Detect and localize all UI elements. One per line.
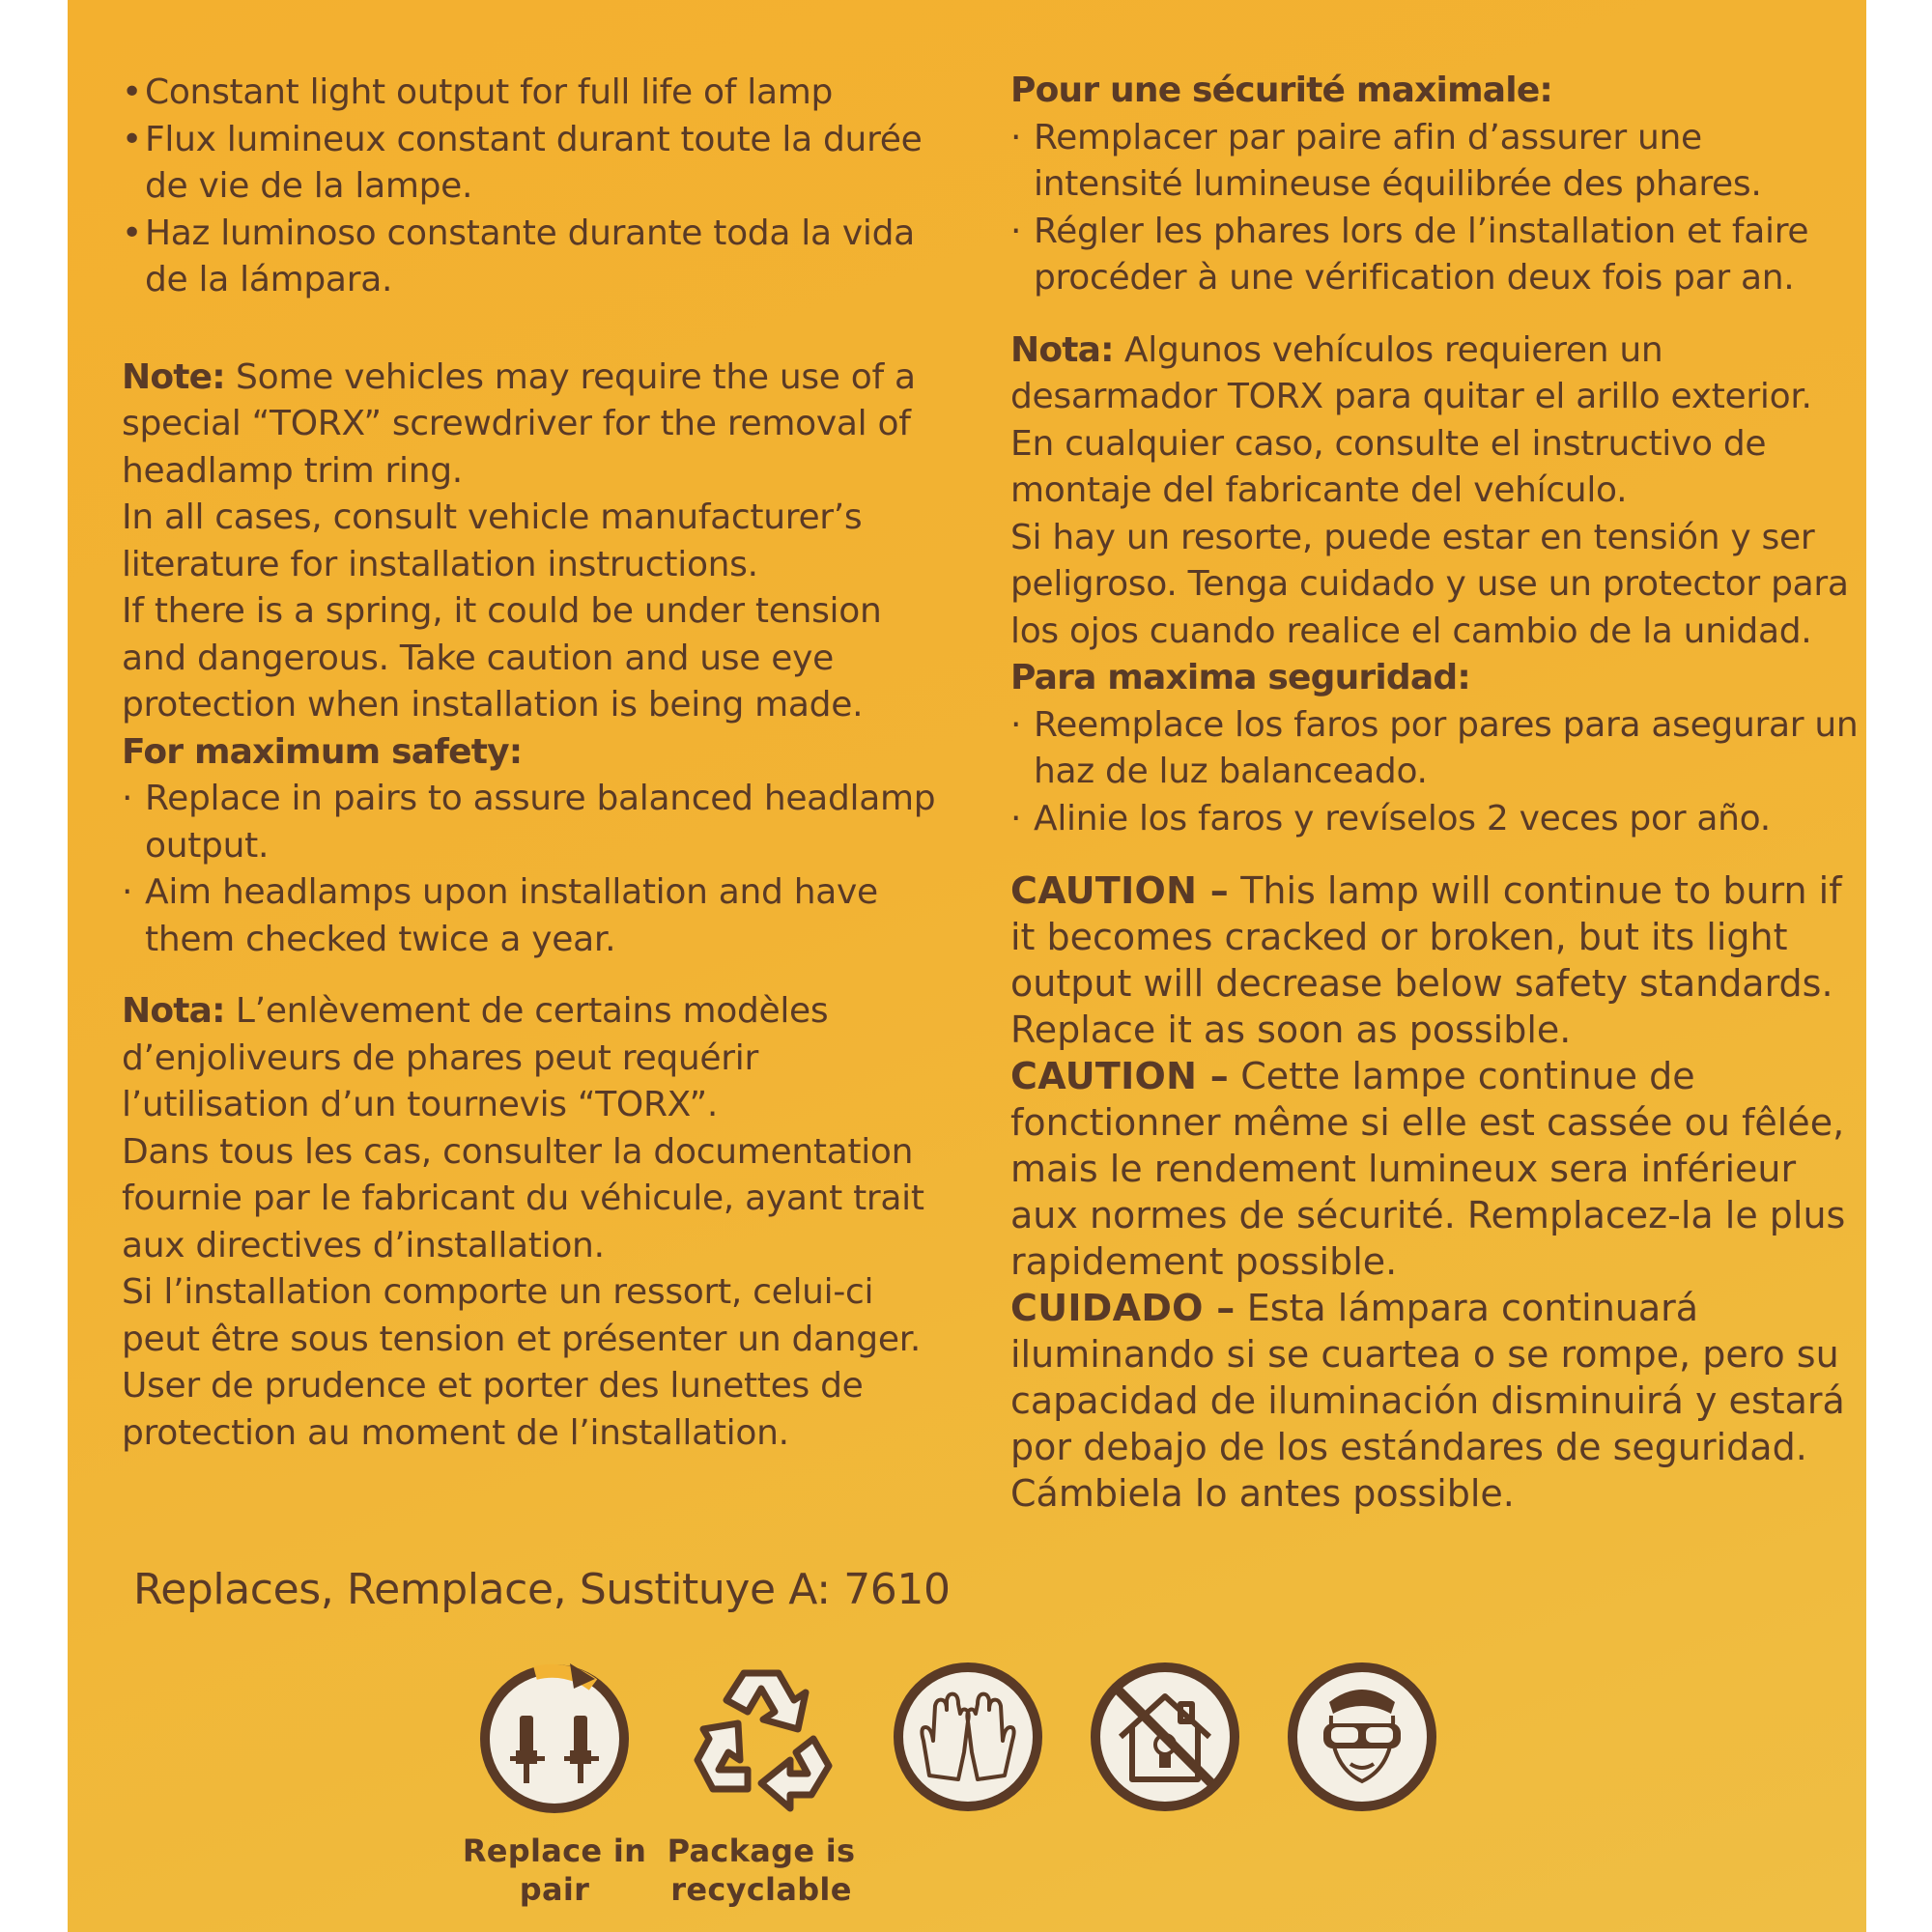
caution-spanish: CUIDADO – Esta lámpara continuará iluminando si se cuartea o se rompe, pero su capacidad de iluminación disminuirá y estará por debajo de los estándares de seguridad. Cámbiela lo antes possible. xyxy=(1010,1287,1845,1515)
consult-spanish: En cualquier caso, consulte el instructivo de montaje del fabricante del vehículo. xyxy=(1010,423,1767,510)
caution-label: CAUTION – xyxy=(1010,1055,1230,1097)
feature-bullet: •Constant light output for full life of lamp xyxy=(122,72,834,112)
safety-item: · Replace in pairs to assure balanced headlamp output. xyxy=(122,779,936,866)
replaces-text: Replaces, Remplace, Sustituye A: 7610 xyxy=(133,1565,951,1614)
icon-caption: Replace in pair xyxy=(462,1833,647,1908)
spring-warning-french: Si l’installation comporte un ressort, celui-ci peut être sous tension et présenter un danger. User de prudence et porter des lunettes de protection au moment de l’installation. xyxy=(122,1272,922,1453)
consult-english: In all cases, consult vehicle manufacturer’s literature for installation instructions. xyxy=(122,497,863,584)
caution-english: CAUTION – This lamp will continue to burn if it becomes cracked or broken, but its light output will decrease below safety standards. Replace it as soon as possible. xyxy=(1010,869,1842,1051)
safety-item: · Alinie los faros y revíselos 2 veces por año. xyxy=(1010,798,1771,838)
right-column xyxy=(1010,68,1861,1517)
note-english: Note: Some vehicles may require the use of a special “TORX” screwdriver for the removal of headlamp trim ring. xyxy=(122,356,916,491)
package-panel xyxy=(68,0,1866,1932)
feature-bullet: •Haz luminoso constante durante toda la vida de la lámpara. xyxy=(122,213,915,299)
caution-french: CAUTION – Cette lampe continue de fonctionner même si elle est cassée ou fêlée, mais le rendement lumineux sera inférieur aux normes de sécurité. Remplacez-la le plus rapidement possible. xyxy=(1010,1055,1846,1283)
feature-bullet: •Flux lumineux constant durant toute la durée de vie de la lampe. xyxy=(122,119,923,206)
caution-label: CAUTION – xyxy=(1010,869,1230,912)
safety-item: · Aim headlamps upon installation and have them checked twice a year. xyxy=(122,872,878,959)
safety-item: · Remplacer par paire afin d’assurer une intensité lumineuse équilibrée des phares. xyxy=(1010,117,1762,204)
note-spanish: Nota: Algunos vehículos requieren un desarmador TORX para quitar el arillo exterior. xyxy=(1010,329,1812,416)
safety-item: · Reemplace los faros por pares para asegurar un haz de luz balanceado. xyxy=(1010,704,1859,791)
icon-row xyxy=(68,1660,1866,1932)
safety-heading-english: For maximum safety: xyxy=(122,731,523,772)
caution-section xyxy=(1010,867,1861,1517)
icon-caption: Package is recyclable xyxy=(667,1833,856,1908)
note-label: Nota: xyxy=(1010,329,1114,370)
gloves-icon xyxy=(891,1660,1045,1814)
replace-in-pair-icon xyxy=(477,1660,632,1814)
no-home-use-icon xyxy=(1088,1660,1242,1814)
consult-french: Dans tous les cas, consulter la documentation fournie par le fabricant du véhicule, ayant trait aux directives d’installation. xyxy=(122,1131,924,1265)
safety-heading-french: Pour une sécurité maximale: xyxy=(1010,71,1553,110)
note-french: Nota: L’enlèvement de certains modèles d’enjoliveurs de phares peut requérir l’utilisation d’un tournevis “TORX”. xyxy=(122,991,829,1124)
safety-heading-spanish: Para maxima seguridad: xyxy=(1010,658,1470,697)
eye-protection-icon xyxy=(1285,1660,1439,1814)
caution-label: CUIDADO – xyxy=(1010,1287,1236,1329)
note-label: Note: xyxy=(122,356,225,397)
left-column xyxy=(122,70,952,1457)
recycle-icon xyxy=(684,1660,838,1814)
spring-warning-spanish: Si hay un resorte, puede estar en tensión y ser peligroso. Tenga cuidado y use un protector para los ojos cuando realice el cambio de la unidad. xyxy=(1010,517,1849,651)
note-label: Nota: xyxy=(122,991,225,1031)
safety-item: · Régler les phares lors de l’installation et faire procéder à une vérification deux fois par an. xyxy=(1010,211,1809,298)
spring-warning-english: If there is a spring, it could be under tension and dangerous. Take caution and use eye protection when installation is being made. xyxy=(122,591,882,724)
